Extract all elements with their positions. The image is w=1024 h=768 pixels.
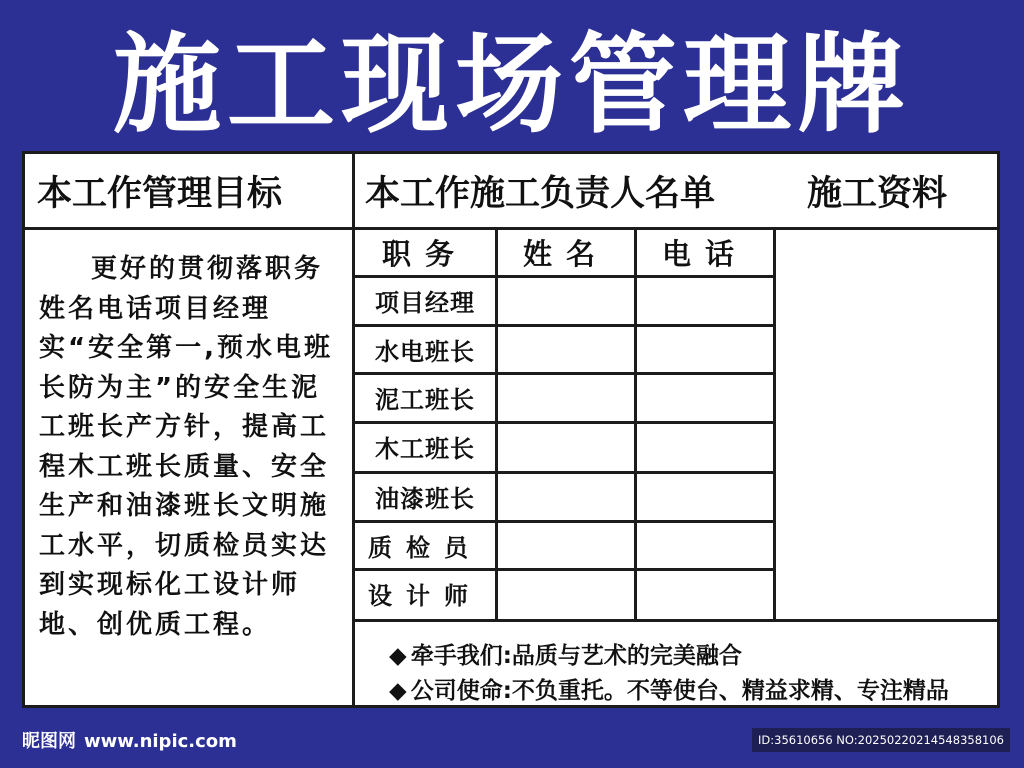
table-cell-name [498,424,634,469]
site-url: www.nipic.com [84,731,237,752]
diamond-bullet-icon: ◆ [389,678,407,704]
table-column-header: 姓名 [522,237,609,271]
table-cell-phone [637,375,773,420]
goal-text: 更好的贯彻落职务姓名电话项目经理实“安全第一,预水电班长防为主”的安全生泥工班长产方针，提高工程木工班长质量、安全生产和油漆班长文明施工水平，切质检员实达到实现标化工设计师地、创优质工程。 [39,254,333,640]
table-cell-role: 设计师 [368,582,482,610]
docs-header: 施工资料 [807,173,948,214]
table-cell-phone [637,278,773,323]
table-cell-phone [637,424,773,469]
table-cell-name [498,278,634,323]
table-cell-role: 质检员 [368,534,482,562]
table-cell-phone [637,523,773,568]
image-id-badge: ID:35610656 NO:20250220214548358106 [752,728,1010,752]
table-cell-role: 油漆班长 [375,485,475,513]
table-column-header: 职务 [381,237,468,271]
table-cell-phone [637,327,773,372]
table-column-header: 电话 [661,237,748,271]
table-cell-name [498,327,634,372]
table-cell-name [498,375,634,420]
site-name: 昵图网 [22,731,76,752]
table-cell-role: 木工班长 [375,435,475,463]
slogan-item [389,672,949,705]
footer-site [22,727,237,753]
slogan-divider [355,619,997,622]
docs-area [776,230,997,619]
table-cell-name [498,571,634,616]
slogan-text: 牵手我们:品质与艺术的完美融合 [410,643,742,669]
slogan-text: 公司使命:不负重托。不等使台、精益求精、专注精品 [410,678,949,704]
table-cell-role: 泥工班长 [375,386,475,414]
diamond-bullet-icon: ◆ [389,643,407,669]
table-cell-phone [637,571,773,616]
table-cell-role: 项目经理 [375,289,475,317]
table-cell-phone [637,474,773,519]
slogan-item [389,637,742,670]
staff-header: 本工作施工负责人名单 [365,173,716,214]
table-cell-name [498,523,634,568]
sign-title: 施工现场管理牌 [112,22,911,148]
goal-header: 本工作管理目标 [37,173,283,214]
management-board [22,151,1000,708]
table-cell-name [498,474,634,519]
table-cell-role: 水电班长 [375,338,475,366]
